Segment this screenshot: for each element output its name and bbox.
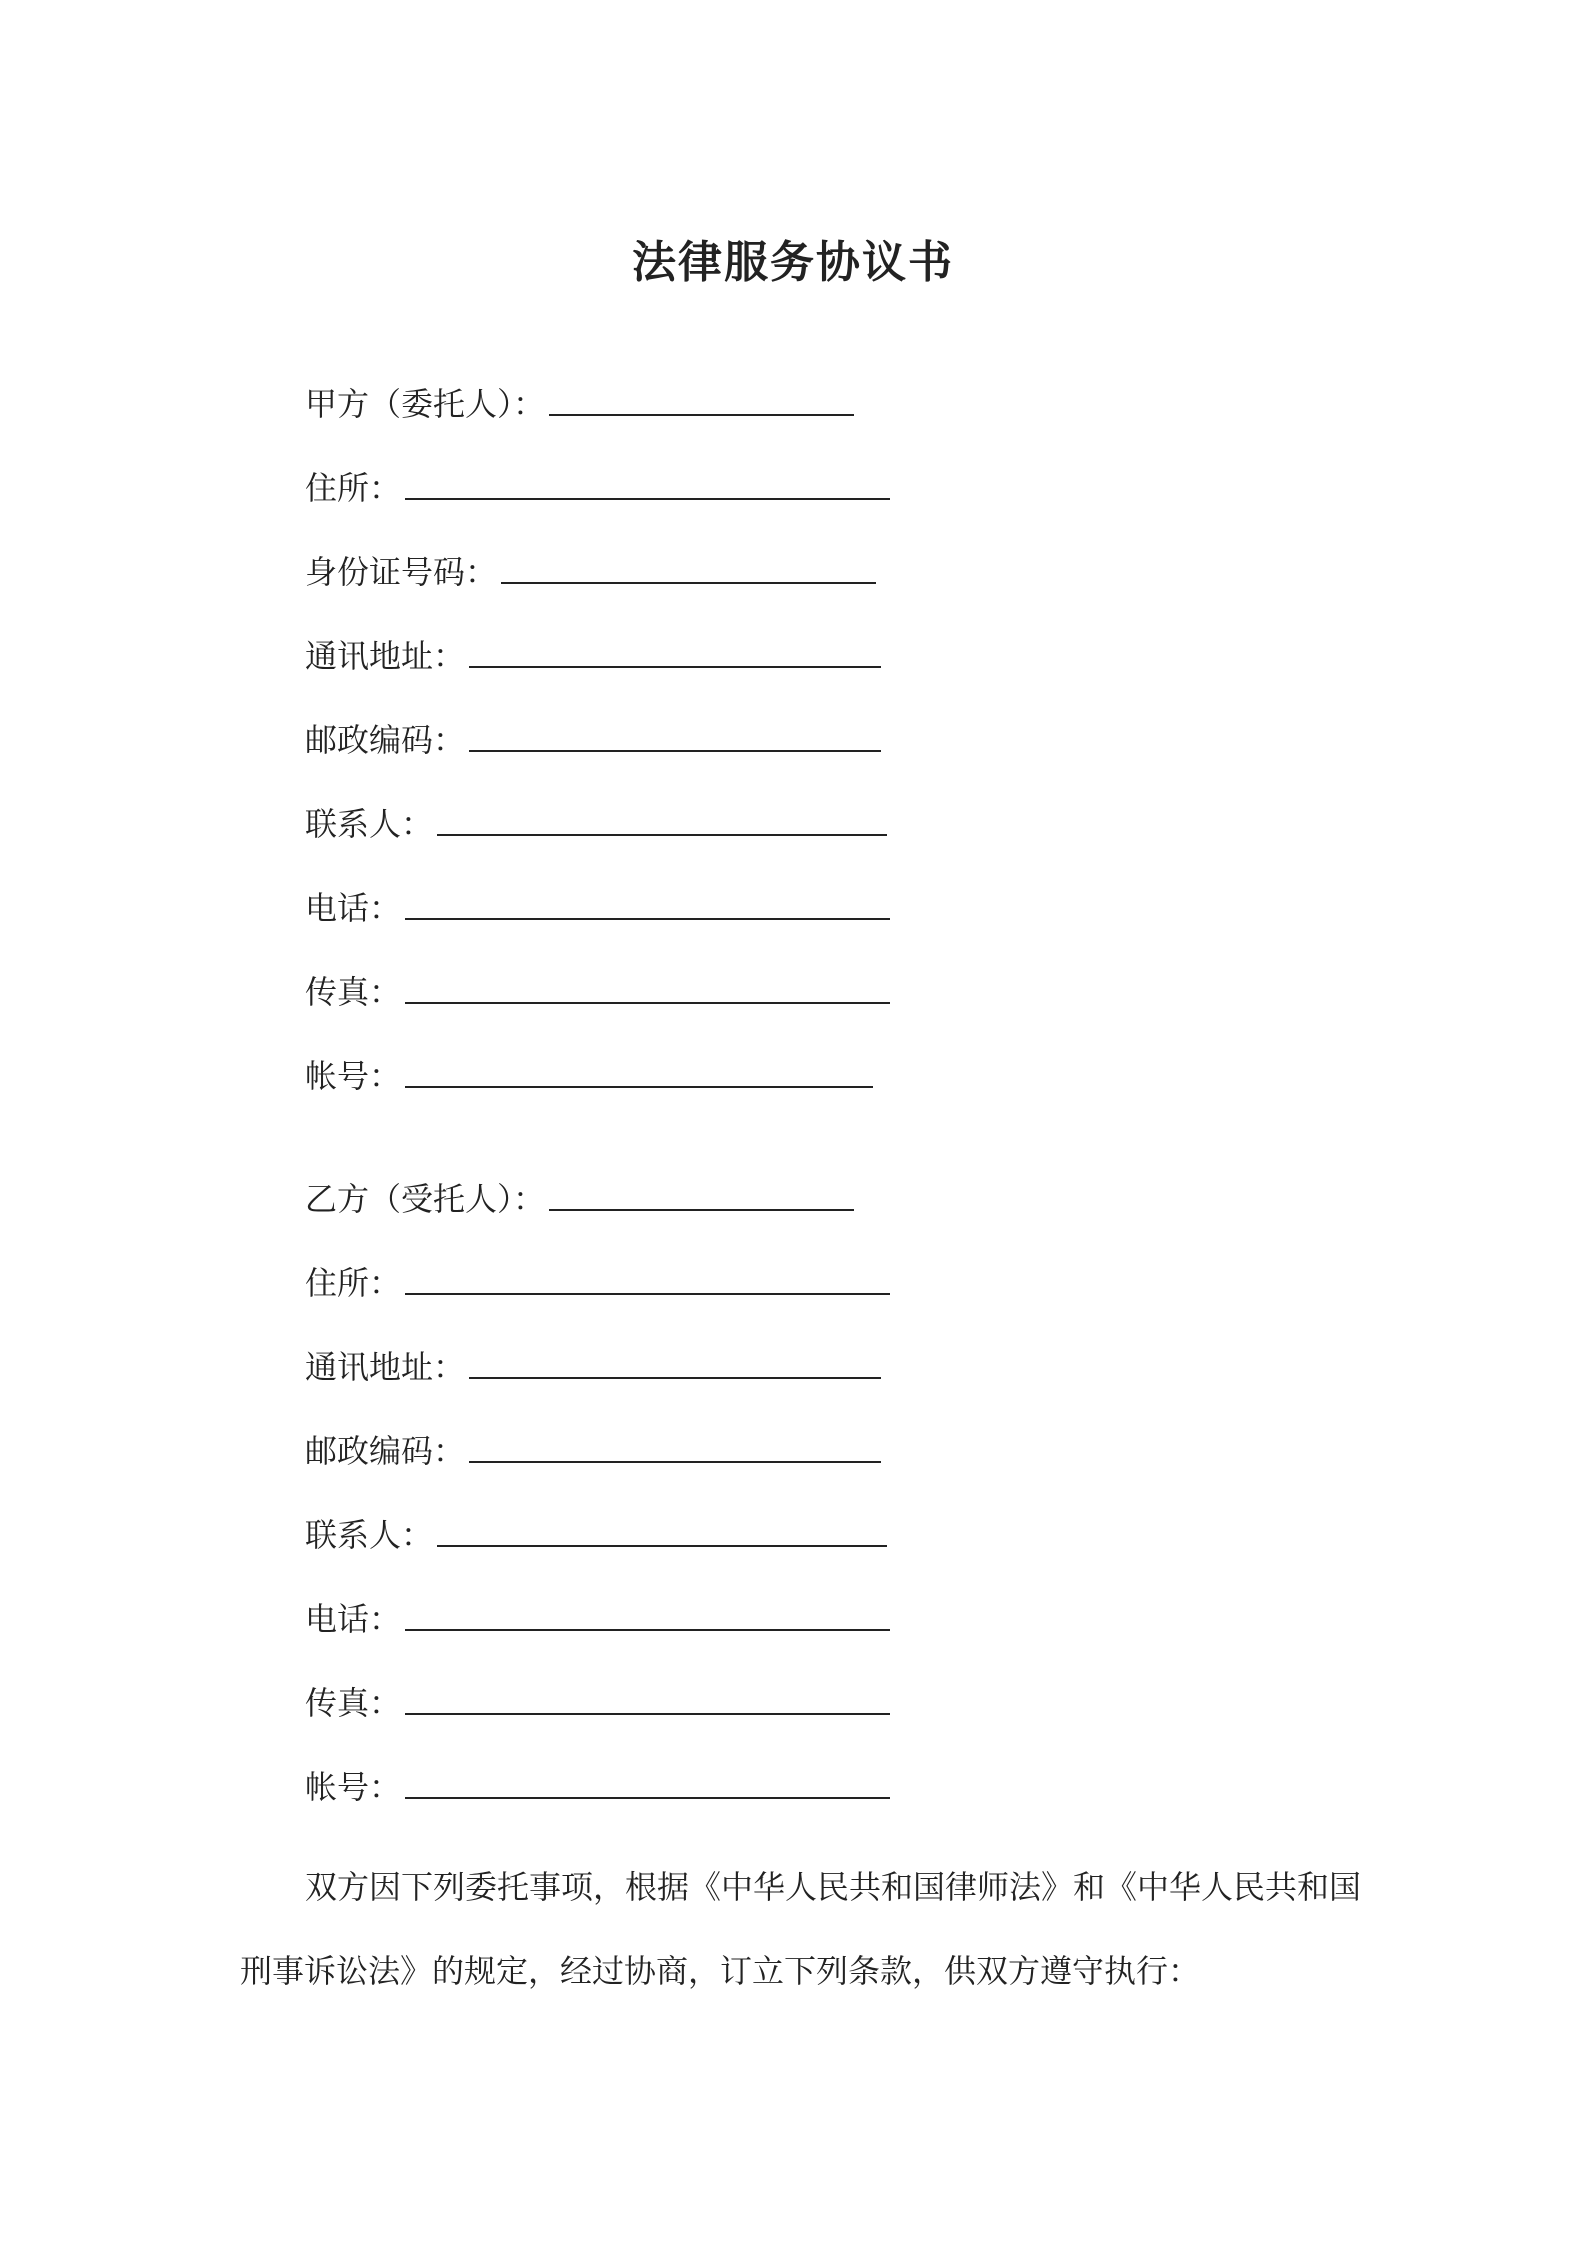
- blank-line: [469, 750, 881, 752]
- party-a-residence-field: [305, 444, 890, 528]
- field-label: 身份证号码：: [305, 553, 498, 591]
- party-b-section: [305, 1155, 890, 1827]
- blank-line: [469, 666, 881, 668]
- blank-line: [405, 1086, 873, 1088]
- party-b-account-field: [305, 1743, 890, 1827]
- blank-line: [549, 1209, 854, 1211]
- blank-line: [437, 1545, 887, 1547]
- blank-line: [405, 498, 890, 500]
- party-a-section: [305, 360, 890, 1116]
- blank-line: [405, 1293, 890, 1295]
- blank-line: [469, 1377, 881, 1379]
- field-label: 通讯地址：: [305, 637, 466, 675]
- field-label: 住所：: [305, 1264, 402, 1302]
- blank-line: [405, 1713, 890, 1715]
- field-label: 邮政编码：: [305, 1432, 466, 1470]
- party-a-account-field: [305, 1032, 890, 1116]
- field-label: 传真：: [305, 1684, 402, 1722]
- party-a-id-number-field: [305, 528, 890, 612]
- intro-paragraph: [240, 1845, 1380, 2013]
- party-a-fax-field: [305, 948, 890, 1032]
- blank-line: [469, 1461, 881, 1463]
- field-label: 帐号：: [305, 1768, 402, 1806]
- field-label: 甲方（委托人）：: [305, 385, 546, 423]
- blank-line: [437, 834, 887, 836]
- field-label: 通讯地址：: [305, 1348, 466, 1386]
- blank-line: [549, 414, 854, 416]
- party-b-fax-field: [305, 1659, 890, 1743]
- blank-line: [405, 1002, 890, 1004]
- blank-line: [405, 1629, 890, 1631]
- party-b-name-field: [305, 1155, 890, 1239]
- field-label: 住所：: [305, 469, 402, 507]
- field-label: 电话：: [305, 1600, 402, 1638]
- party-a-address-field: [305, 612, 890, 696]
- party-a-phone-field: [305, 864, 890, 948]
- document-title: 法律服务协议书: [632, 237, 954, 288]
- field-label: 电话：: [305, 889, 402, 927]
- intro-line-1: 双方因下列委托事项，根据《中华人民共和国律师法》和《中华人民共和国: [305, 1868, 1362, 1906]
- field-label: 联系人：: [305, 1516, 434, 1554]
- field-label: 乙方（受托人）：: [305, 1180, 546, 1218]
- field-label: 帐号：: [305, 1057, 402, 1095]
- party-b-postcode-field: [305, 1407, 890, 1491]
- blank-line: [501, 582, 876, 584]
- blank-line: [405, 1797, 890, 1799]
- party-b-phone-field: [305, 1575, 890, 1659]
- field-label: 联系人：: [305, 805, 434, 843]
- blank-line: [405, 918, 890, 920]
- field-label: 邮政编码：: [305, 721, 466, 759]
- field-label: 传真：: [305, 973, 402, 1011]
- party-b-residence-field: [305, 1239, 890, 1323]
- party-a-contact-field: [305, 780, 890, 864]
- party-a-postcode-field: [305, 696, 890, 780]
- intro-line-2: 刑事诉讼法》的规定，经过协商，订立下列条款，供双方遵守执行：: [240, 1952, 1201, 1990]
- party-b-address-field: [305, 1323, 890, 1407]
- party-b-contact-field: [305, 1491, 890, 1575]
- party-a-name-field: [305, 360, 890, 444]
